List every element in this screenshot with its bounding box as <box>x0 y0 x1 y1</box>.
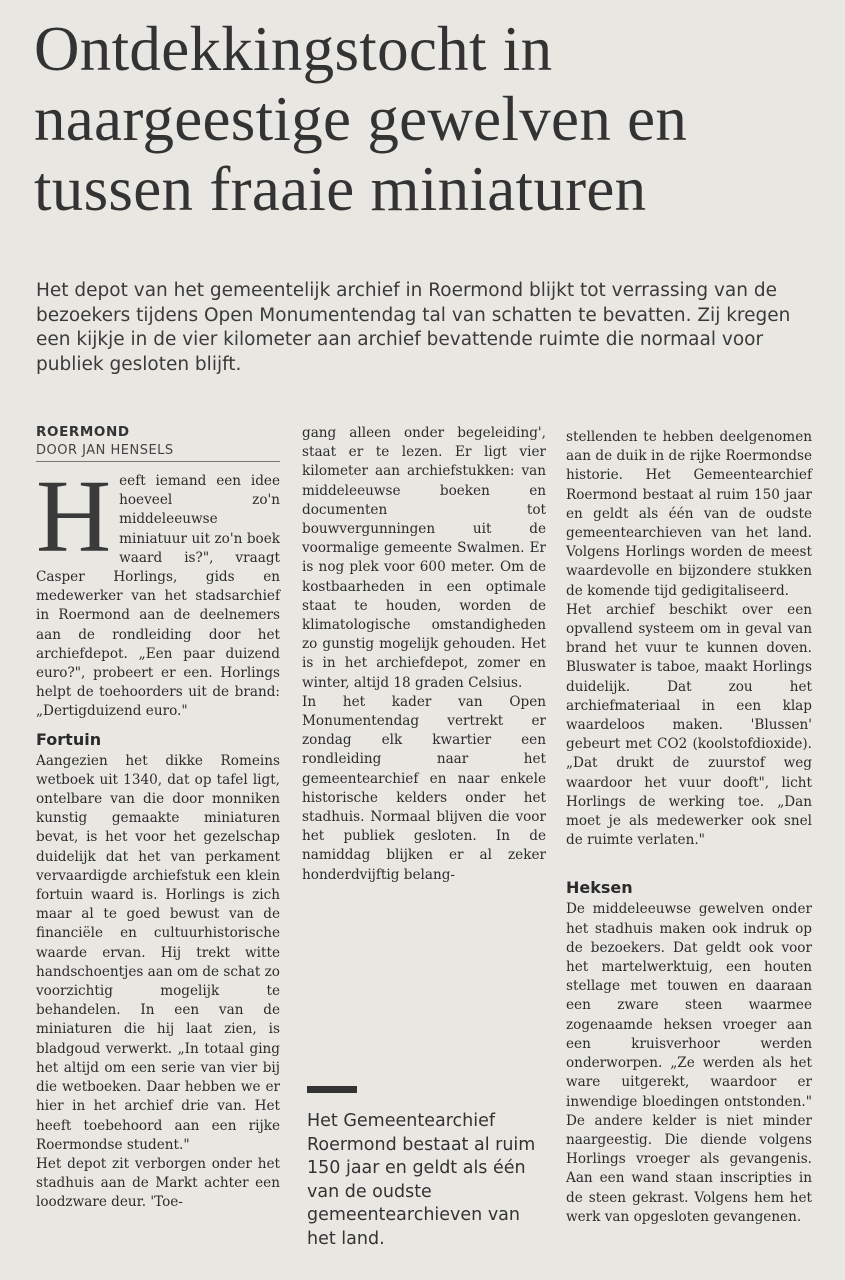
lead-paragraph: Het depot van het gemeentelijk archief in Roermond blijkt tot verrassing van de bezoekers tijdens Open Monumentendag tal van schatten te bevatten. Zij kregen een kijkje in de vier kilometer aan archief bevattende ruimte die normaal voor publiek gesloten blijft. <box>36 280 791 375</box>
body-paragraph: eeft iemand een idee hoeveel zo'n middeleeuwse miniatuur uit zo'n boek waard is?", vraagt Casper Horlings, gids en medewerker van het stadsarchief in Roermond aan de deelnemers aan de rondleiding door het archiefdepot. „Een paar duizend euro?", probeert er een. Horlings helpt de toehoorders uit de brand: „Dertigduizend euro." <box>36 473 280 720</box>
body-paragraph: In het kader van Open Monumentendag vertrekt er zondag elk kwartier een rondleiding naar het gemeentearchief en naar enkele historische kelders onder het stadhuis. Normaal blijven die voor het publiek gesloten. In de namiddag blijken er al zeker honderdvijftig belang- <box>302 693 546 883</box>
body-paragraph: gang alleen onder begeleiding', staat er te lezen. Er ligt vier kilometer aan archiefstukken: van middeleeuwse boeken en documenten tot bouwvergunningen uit de voormalige gemeente Swalmen. Er is nog plek voor 600 meter. Om de kostbaarheden in een optimale staat te houden, worden de klimatologische omstandigheden zo gunstig mogelijk gehouden. Het is in het archiefdepot, zomer en winter, altijd 18 graden Celsius. <box>302 425 546 691</box>
body-paragraph: stellenden te hebben deelgenomen aan de duik in de rijke Roermondse historie. Het Gemeentearchief Roermond bestaat al ruim 150 jaar en geldt als één van de oudste gemeentearchieven van het land. Volgens Horlings worden de meest waardevolle en bijzondere stukken de komende tijd gedigitaliseerd. <box>566 429 812 599</box>
body-paragraph: De middeleeuwse gewelven onder het stadhuis maken ook indruk op de bezoekers. Dat geldt ook voor het martelwerktuig, een houten stellage met touwen en daaraan een zware steen waarmee zogenaamde heksen vroeger aan een kruisverhoor werden onderworpen. „Ze werden als het ware uitgerekt, waardoor er inwendige bloedingen ontstonden." De andere kelder is niet minder naargeestig. Die diende volgens Horlings vroeger als gevangenis. Aan een wand staan inscripties in de steen gekrast. Volgens hem het werk van opgesloten gevangenen. <box>566 901 812 1225</box>
column-2 <box>302 424 546 885</box>
subheading-fortuin: Fortuin <box>36 729 102 749</box>
pullquote: Het Gemeentearchief Roermond bestaat al ruim 150 jaar en geldt als één van de oudste gemeentearchieven van het land. <box>307 1111 536 1249</box>
subheading-heksen: Heksen <box>566 878 633 898</box>
column-1 <box>36 422 280 1213</box>
headline: Ontdekkingstocht in naargeestige gewelven en tussen fraaie miniaturen <box>34 14 688 224</box>
pullquote-rule <box>307 1086 357 1093</box>
body-paragraph: Het depot zit verborgen onder het stadhuis aan de Markt achter een loodzware deur. 'Toe- <box>36 1155 280 1211</box>
dateline: ROERMOND <box>36 424 130 440</box>
body-paragraph: Het archief beschikt over een opvallend systeem om in geval van brand het vuur te kunnen doven. Bluswater is taboe, maakt Horlings duidelijk. Dat zou het archiefmateriaal in een klap waardeloos maken. 'Blussen' gebeurt met CO2 (koolstofdioxide). „Dat drukt de zuurstof weg waardoor het vuur dooft", licht Horlings de werking toe. „Dan moet je als medewerker ook snel de ruimte verlaten." <box>566 601 812 849</box>
column-3 <box>566 428 812 1227</box>
byline: DOOR JAN HENSELS <box>36 442 280 462</box>
body-paragraph: Aangezien het dikke Romeins wetboek uit 1340, dat op tafel ligt, ontelbare van die door monniken kunstig gemaakte miniaturen bevat, is het voor het gezelschap duidelijk dat het van perkament vervaardigde archiefstuk een klein fortuin waard is. Horlings is zich maar al te goed bewust van de financiële en cultuurhistorische waarde ervan. Hij trekt witte handschoentjes aan om de schat zo voorzichtig mogelijk te behandelen. In een van de miniaturen die hij laat zien, is bladgoud verwerkt. „In totaal ging het altijd om een serie van vier bij die wetboeken. Daar hebben we er hier in het archief drie van. Het heeft toebehoord aan een rijke Roermondse student." <box>36 752 280 1153</box>
drop-cap: H <box>36 459 112 574</box>
